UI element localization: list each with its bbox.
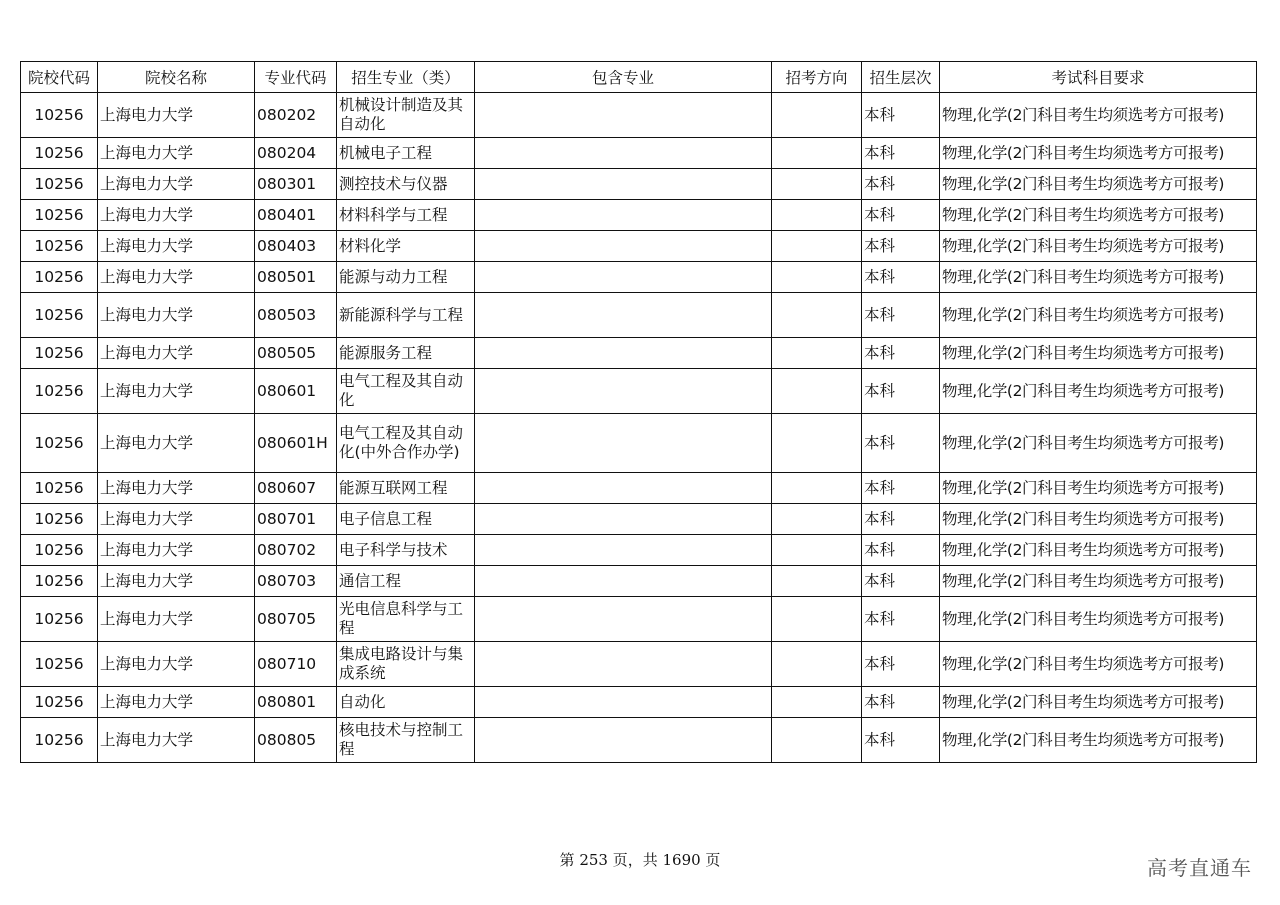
cell-major-code: 080401 [255, 200, 337, 231]
cell-direction [772, 169, 862, 200]
cell-major: 机械设计制造及其自动化 [337, 93, 475, 138]
cell-subject-requirement: 物理,化学(2门科目考生均须选考方可报考) [940, 293, 1257, 338]
cell-major: 电子信息工程 [337, 504, 475, 535]
cell-school-name: 上海电力大学 [98, 504, 255, 535]
cell-school-name: 上海电力大学 [98, 642, 255, 687]
cell-subject-requirement: 物理,化学(2门科目考生均须选考方可报考) [940, 718, 1257, 763]
cell-school-code: 10256 [21, 535, 98, 566]
cell-subject-requirement: 物理,化学(2门科目考生均须选考方可报考) [940, 597, 1257, 642]
cell-school-name: 上海电力大学 [98, 566, 255, 597]
table-row [21, 504, 1257, 535]
table-header-row [21, 62, 1257, 93]
cell-subject-requirement: 物理,化学(2门科目考生均须选考方可报考) [940, 93, 1257, 138]
cell-school-name: 上海电力大学 [98, 597, 255, 642]
cell-major: 自动化 [337, 687, 475, 718]
cell-school-code: 10256 [21, 200, 98, 231]
cell-school-name: 上海电力大学 [98, 687, 255, 718]
cell-direction [772, 262, 862, 293]
table-body [21, 93, 1257, 763]
cell-included-majors [475, 414, 772, 473]
table-row [21, 138, 1257, 169]
cell-subject-requirement: 物理,化学(2门科目考生均须选考方可报考) [940, 138, 1257, 169]
table-row [21, 200, 1257, 231]
cell-direction [772, 338, 862, 369]
cell-major: 电气工程及其自动化(中外合作办学) [337, 414, 475, 473]
cell-major-code: 080204 [255, 138, 337, 169]
cell-included-majors [475, 93, 772, 138]
cell-school-name: 上海电力大学 [98, 231, 255, 262]
page-number: 第 253 页，共 1690 页 [559, 851, 721, 869]
cell-major: 材料化学 [337, 231, 475, 262]
cell-direction [772, 504, 862, 535]
cell-direction [772, 473, 862, 504]
cell-level: 本科 [862, 535, 940, 566]
cell-school-name: 上海电力大学 [98, 93, 255, 138]
cell-major: 能源服务工程 [337, 338, 475, 369]
cell-school-code: 10256 [21, 169, 98, 200]
table-row [21, 566, 1257, 597]
cell-school-code: 10256 [21, 369, 98, 414]
cell-subject-requirement: 物理,化学(2门科目考生均须选考方可报考) [940, 642, 1257, 687]
table-row [21, 597, 1257, 642]
cell-school-code: 10256 [21, 504, 98, 535]
cell-included-majors [475, 369, 772, 414]
cell-major: 材料科学与工程 [337, 200, 475, 231]
cell-major: 通信工程 [337, 566, 475, 597]
cell-level: 本科 [862, 338, 940, 369]
table-row [21, 169, 1257, 200]
cell-major-code: 080501 [255, 262, 337, 293]
cell-major: 核电技术与控制工程 [337, 718, 475, 763]
cell-school-name: 上海电力大学 [98, 138, 255, 169]
cell-major-code: 080607 [255, 473, 337, 504]
table-row [21, 293, 1257, 338]
cell-major: 集成电路设计与集成系统 [337, 642, 475, 687]
cell-major-code: 080805 [255, 718, 337, 763]
cell-direction [772, 718, 862, 763]
cell-major-code: 080702 [255, 535, 337, 566]
cell-level: 本科 [862, 597, 940, 642]
cell-major-code: 080701 [255, 504, 337, 535]
cell-subject-requirement: 物理,化学(2门科目考生均须选考方可报考) [940, 200, 1257, 231]
cell-included-majors [475, 169, 772, 200]
cell-included-majors [475, 231, 772, 262]
cell-school-name: 上海电力大学 [98, 369, 255, 414]
cell-major: 测控技术与仪器 [337, 169, 475, 200]
cell-level: 本科 [862, 642, 940, 687]
header-direction: 招考方向 [772, 62, 862, 93]
cell-major-code: 080503 [255, 293, 337, 338]
cell-direction [772, 566, 862, 597]
cell-included-majors [475, 338, 772, 369]
cell-direction [772, 93, 862, 138]
cell-level: 本科 [862, 231, 940, 262]
cell-school-name: 上海电力大学 [98, 262, 255, 293]
cell-major-code: 080505 [255, 338, 337, 369]
cell-included-majors [475, 718, 772, 763]
cell-included-majors [475, 504, 772, 535]
cell-direction [772, 687, 862, 718]
cell-major-code: 080403 [255, 231, 337, 262]
table-row [21, 535, 1257, 566]
cell-included-majors [475, 687, 772, 718]
cell-level: 本科 [862, 414, 940, 473]
cell-subject-requirement: 物理,化学(2门科目考生均须选考方可报考) [940, 369, 1257, 414]
cell-subject-requirement: 物理,化学(2门科目考生均须选考方可报考) [940, 566, 1257, 597]
cell-school-name: 上海电力大学 [98, 718, 255, 763]
cell-major-code: 080301 [255, 169, 337, 200]
cell-direction [772, 200, 862, 231]
cell-school-name: 上海电力大学 [98, 473, 255, 504]
cell-major: 电子科学与技术 [337, 535, 475, 566]
cell-subject-requirement: 物理,化学(2门科目考生均须选考方可报考) [940, 414, 1257, 473]
table-row [21, 473, 1257, 504]
cell-level: 本科 [862, 504, 940, 535]
cell-included-majors [475, 642, 772, 687]
cell-included-majors [475, 138, 772, 169]
cell-level: 本科 [862, 293, 940, 338]
table-row [21, 687, 1257, 718]
enrollment-table [20, 61, 1257, 763]
cell-major-code: 080601 [255, 369, 337, 414]
header-level: 招生层次 [862, 62, 940, 93]
cell-school-code: 10256 [21, 338, 98, 369]
cell-school-code: 10256 [21, 642, 98, 687]
cell-major-code: 080710 [255, 642, 337, 687]
cell-level: 本科 [862, 93, 940, 138]
cell-major: 能源与动力工程 [337, 262, 475, 293]
cell-school-name: 上海电力大学 [98, 200, 255, 231]
table-row [21, 231, 1257, 262]
cell-school-name: 上海电力大学 [98, 169, 255, 200]
cell-subject-requirement: 物理,化学(2门科目考生均须选考方可报考) [940, 473, 1257, 504]
cell-major-code: 080202 [255, 93, 337, 138]
header-school-code: 院校代码 [21, 62, 98, 93]
cell-level: 本科 [862, 718, 940, 763]
table-row [21, 642, 1257, 687]
cell-major: 电气工程及其自动化 [337, 369, 475, 414]
cell-included-majors [475, 473, 772, 504]
cell-school-code: 10256 [21, 718, 98, 763]
cell-school-code: 10256 [21, 293, 98, 338]
cell-major: 机械电子工程 [337, 138, 475, 169]
cell-major-code: 080601H [255, 414, 337, 473]
header-major-code: 专业代码 [255, 62, 337, 93]
cell-level: 本科 [862, 566, 940, 597]
cell-major-code: 080801 [255, 687, 337, 718]
cell-direction [772, 293, 862, 338]
cell-direction [772, 138, 862, 169]
cell-subject-requirement: 物理,化学(2门科目考生均须选考方可报考) [940, 504, 1257, 535]
header-subject-requirement: 考试科目要求 [940, 62, 1257, 93]
cell-school-code: 10256 [21, 473, 98, 504]
cell-school-name: 上海电力大学 [98, 338, 255, 369]
cell-school-code: 10256 [21, 687, 98, 718]
cell-included-majors [475, 200, 772, 231]
cell-subject-requirement: 物理,化学(2门科目考生均须选考方可报考) [940, 169, 1257, 200]
cell-subject-requirement: 物理,化学(2门科目考生均须选考方可报考) [940, 338, 1257, 369]
cell-direction [772, 535, 862, 566]
cell-level: 本科 [862, 262, 940, 293]
table-row [21, 369, 1257, 414]
cell-subject-requirement: 物理,化学(2门科目考生均须选考方可报考) [940, 262, 1257, 293]
cell-level: 本科 [862, 473, 940, 504]
cell-major-code: 080705 [255, 597, 337, 642]
table-row [21, 414, 1257, 473]
header-school-name: 院校名称 [98, 62, 255, 93]
header-included-majors: 包含专业 [475, 62, 772, 93]
cell-level: 本科 [862, 369, 940, 414]
cell-included-majors [475, 535, 772, 566]
cell-school-code: 10256 [21, 93, 98, 138]
cell-major: 能源互联网工程 [337, 473, 475, 504]
cell-school-code: 10256 [21, 566, 98, 597]
table-row [21, 93, 1257, 138]
cell-school-code: 10256 [21, 231, 98, 262]
cell-subject-requirement: 物理,化学(2门科目考生均须选考方可报考) [940, 231, 1257, 262]
watermark: 高考直通车 [1147, 856, 1252, 880]
cell-level: 本科 [862, 138, 940, 169]
cell-direction [772, 642, 862, 687]
cell-school-code: 10256 [21, 414, 98, 473]
cell-school-code: 10256 [21, 138, 98, 169]
table-row [21, 262, 1257, 293]
cell-major-code: 080703 [255, 566, 337, 597]
cell-included-majors [475, 262, 772, 293]
cell-school-code: 10256 [21, 262, 98, 293]
cell-subject-requirement: 物理,化学(2门科目考生均须选考方可报考) [940, 687, 1257, 718]
cell-subject-requirement: 物理,化学(2门科目考生均须选考方可报考) [940, 535, 1257, 566]
cell-direction [772, 231, 862, 262]
cell-level: 本科 [862, 687, 940, 718]
header-major: 招生专业（类） [337, 62, 475, 93]
cell-level: 本科 [862, 200, 940, 231]
cell-direction [772, 597, 862, 642]
cell-major: 光电信息科学与工程 [337, 597, 475, 642]
table-row [21, 338, 1257, 369]
table-row [21, 718, 1257, 763]
cell-major: 新能源科学与工程 [337, 293, 475, 338]
cell-school-name: 上海电力大学 [98, 293, 255, 338]
cell-direction [772, 369, 862, 414]
cell-direction [772, 414, 862, 473]
cell-school-name: 上海电力大学 [98, 535, 255, 566]
cell-included-majors [475, 597, 772, 642]
cell-school-code: 10256 [21, 597, 98, 642]
cell-level: 本科 [862, 169, 940, 200]
cell-school-name: 上海电力大学 [98, 414, 255, 473]
cell-included-majors [475, 566, 772, 597]
cell-included-majors [475, 293, 772, 338]
